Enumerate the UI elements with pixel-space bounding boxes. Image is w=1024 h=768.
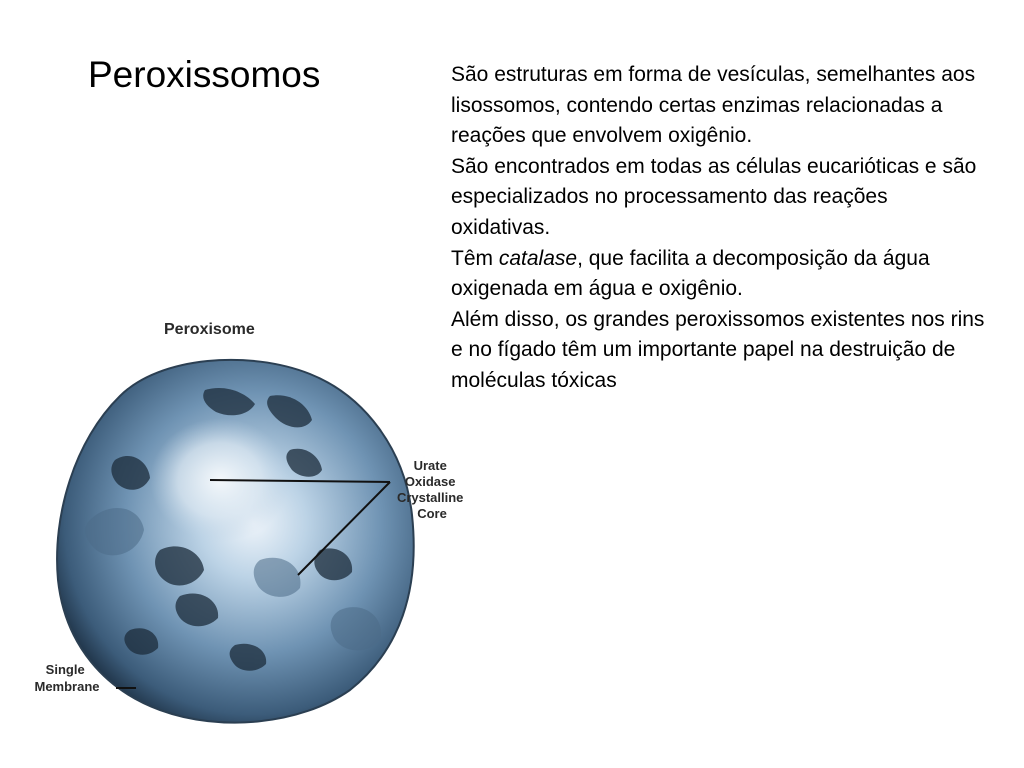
catalase-rest: , que facilita a decomposição da água oxigenada em água e oxigênio. <box>451 246 930 301</box>
paragraph-structure: São estruturas em forma de vesículas, semelhantes aos lisossomos, contendo certas enzimas relacionadas a reações que envolvem oxigênio. <box>451 63 976 148</box>
paragraph-occurrence: São encontrados em todas as células eucarióticas e são especializados no processamento das reações oxidativas. <box>451 154 977 239</box>
core-label-line-4: Core <box>417 506 447 521</box>
catalase-lead: Têm <box>451 246 499 270</box>
core-label-line-3: Crystalline <box>396 490 464 505</box>
peroxisome-illustration <box>20 300 490 740</box>
catalase-term: catalase <box>498 246 578 270</box>
peroxisome-figure <box>20 300 490 740</box>
membrane-label <box>34 662 99 694</box>
body-text <box>451 60 991 397</box>
paragraph-catalase <box>451 244 991 305</box>
paragraph-kidney-liver: Além disso, os grandes peroxissomos existentes nos rins e no fígado têm um importante papel na destruição de moléculas tóxicas <box>451 307 985 392</box>
membrane-label-line-1: Single <box>45 662 85 677</box>
core-label-line-2: Oxidase <box>404 474 456 489</box>
slide-title: Peroxissomos <box>88 54 321 95</box>
membrane-label-line-2: Membrane <box>34 679 100 694</box>
figure-title: Peroxisome <box>164 321 255 338</box>
core-label-line-1: Urate <box>413 458 447 473</box>
